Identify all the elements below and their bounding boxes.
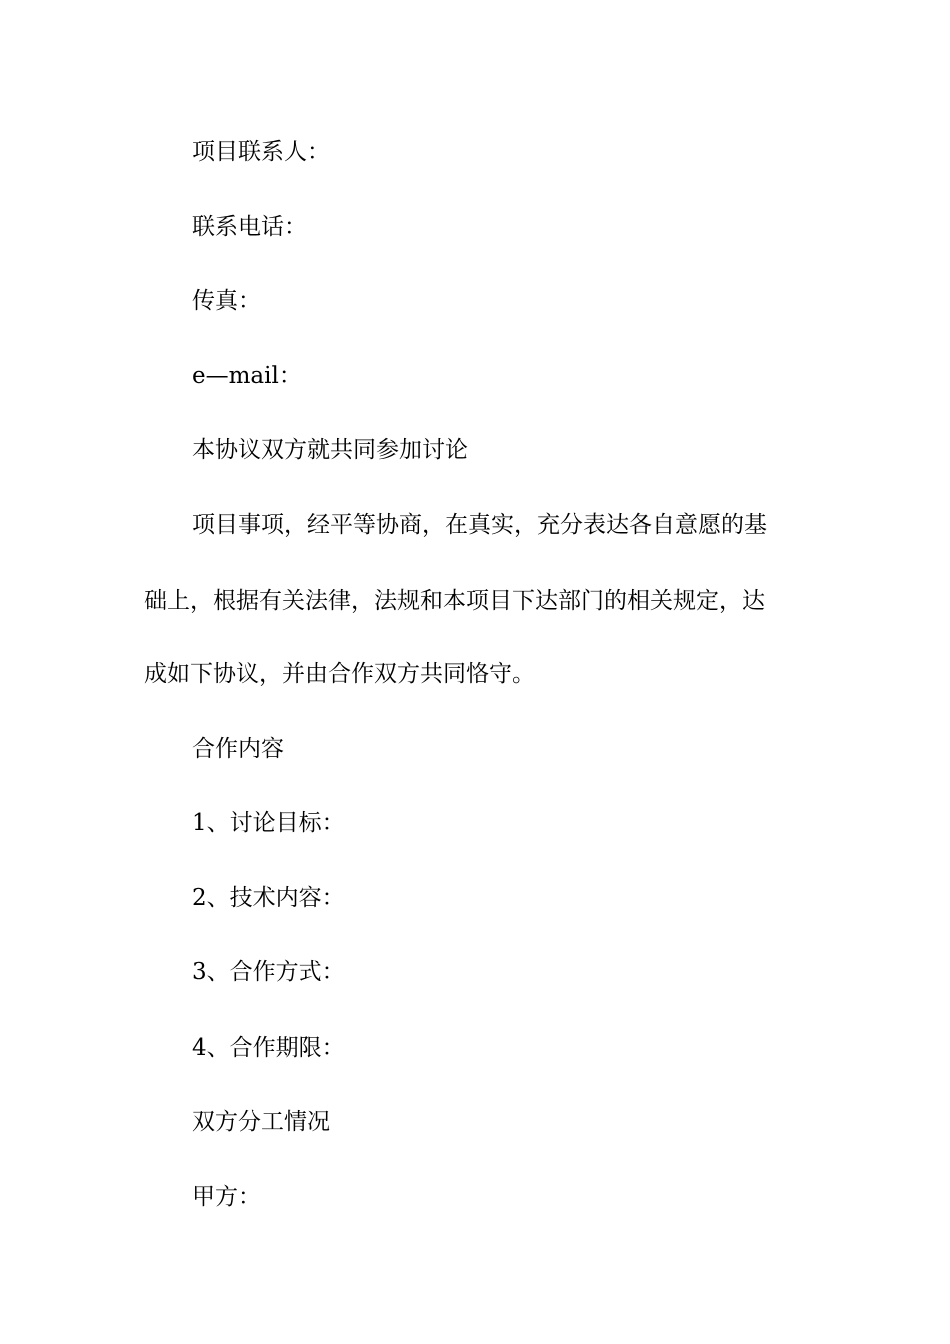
paragraph-line-1: 项目事项，经平等协商，在真实，充分表达各自意愿的基 [192, 512, 767, 538]
party-a-label: 甲方： [192, 1184, 261, 1210]
paragraph-line-2: 础上，根据有关法律，法规和本项目下达部门的相关规定，达 [144, 588, 765, 614]
list-item-cooperation-method: 3、合作方式： [192, 959, 345, 985]
list-item-cooperation-period: 4、合作期限： [192, 1035, 345, 1061]
contact-phone-label: 联系电话： [192, 214, 307, 240]
list-item-discussion-goal: 1、讨论目标： [192, 810, 345, 836]
email-label: e—mail： [192, 363, 302, 389]
list-item-technical-content: 2、技术内容： [192, 885, 345, 911]
section-heading-division-of-work: 双方分工情况 [192, 1109, 330, 1135]
contact-person-label: 项目联系人： [192, 139, 330, 165]
fax-label: 传真： [192, 288, 261, 314]
paragraph-line-3: 成如下协议，并由合作双方共同恪守。 [144, 661, 535, 687]
section-heading-cooperation-content: 合作内容 [192, 736, 284, 762]
agreement-intro-line: 本协议双方就共同参加讨论 [192, 437, 468, 463]
